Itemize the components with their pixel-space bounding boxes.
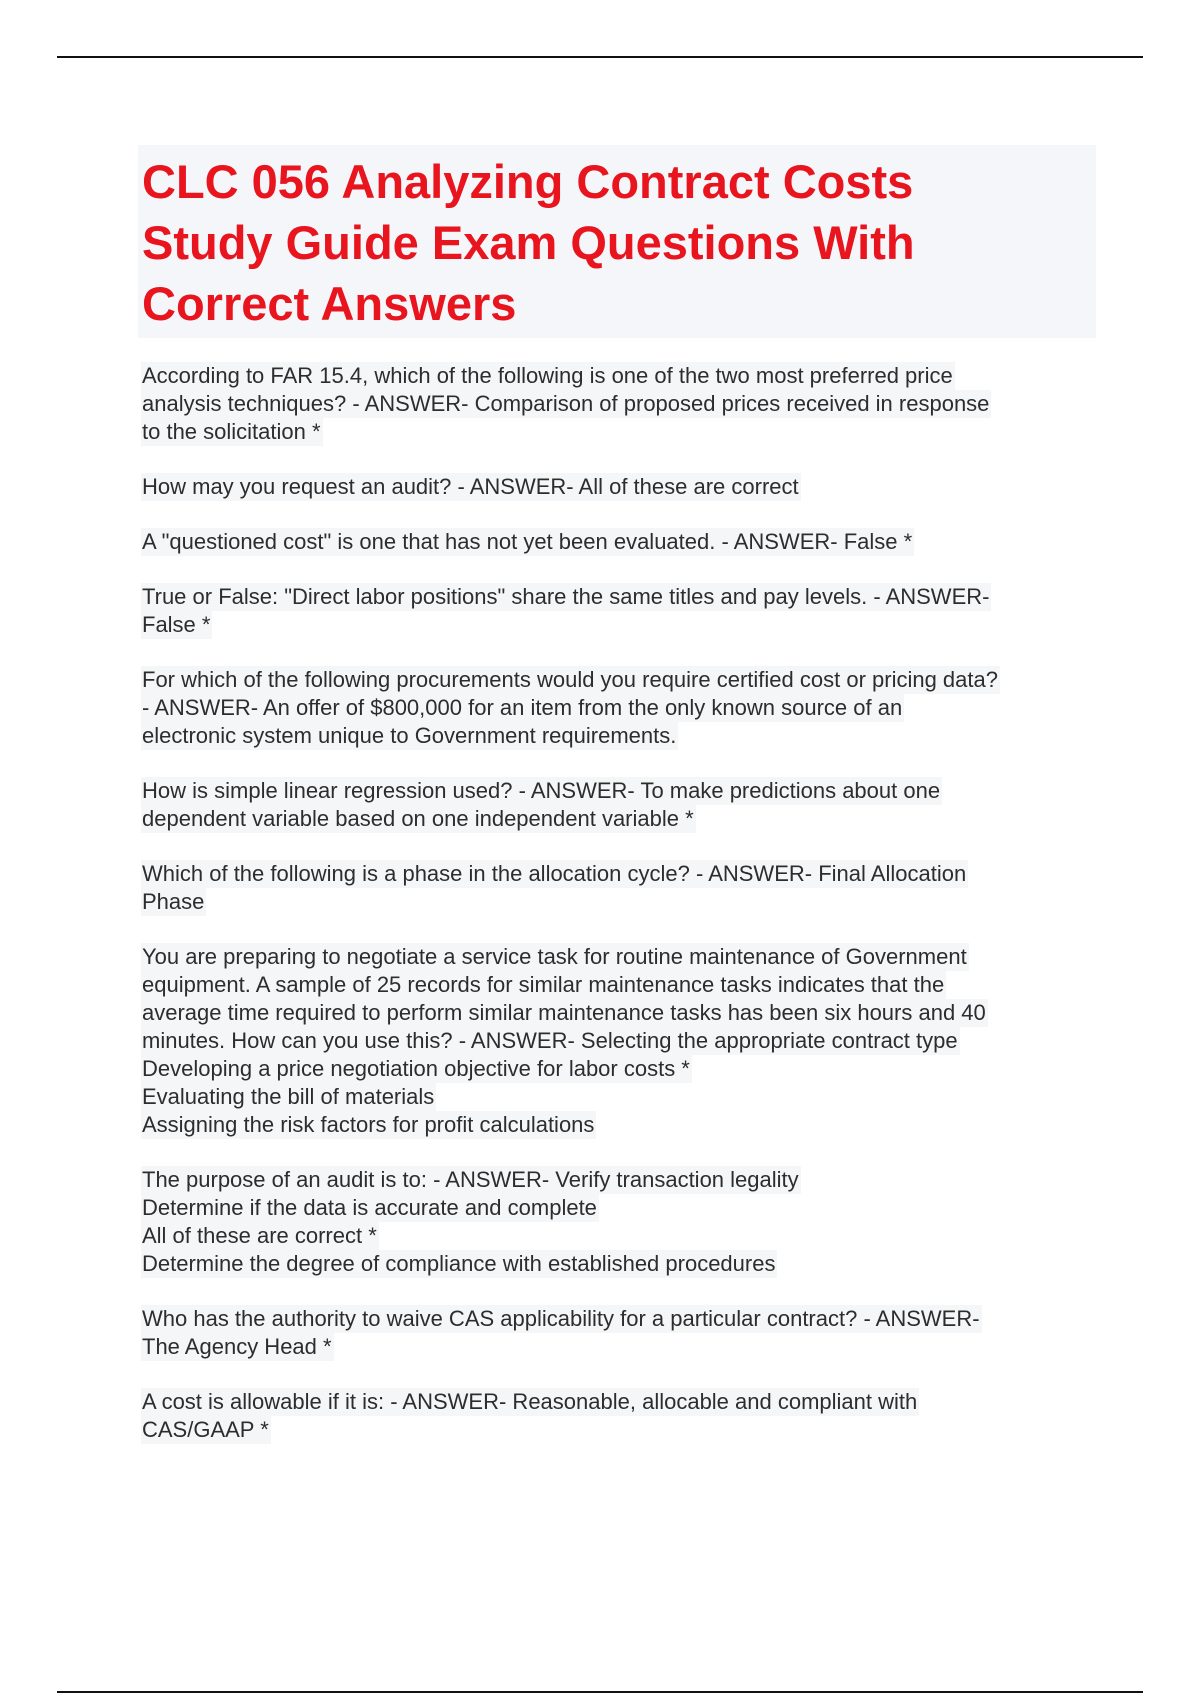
qa-line: Determine the degree of compliance with established procedures [142,1251,776,1276]
qa-line: False * [142,612,211,637]
qa-line: - ANSWER- An offer of $800,000 for an item from the only known source of an [142,695,903,720]
qa-line: average time required to perform similar maintenance tasks has been six hours and 40 [142,1000,986,1025]
qa-item [142,1305,1092,1361]
qa-line: According to FAR 15.4, which of the following is one of the two most preferred price [142,363,953,388]
title-line: CLC 056 Analyzing Contract Costs [142,155,914,208]
title-line: Correct Answers [142,277,517,330]
qa-item [142,1166,1092,1278]
qa-line: Determine if the data is accurate and complete [142,1195,597,1220]
qa-item [142,666,1092,750]
document-title [138,145,1096,338]
qa-list [142,362,1092,1444]
qa-line: For which of the following procurements would you require certified cost or pricing data? [142,667,998,692]
qa-line: to the solicitation * [142,419,321,444]
qa-line: The purpose of an audit is to: - ANSWER- Verify transaction legality [142,1167,799,1192]
qa-line: The Agency Head * [142,1334,332,1359]
qa-line: analysis techniques? - ANSWER- Comparison of proposed prices received in response [142,391,990,416]
qa-line: minutes. How can you use this? - ANSWER- Selecting the appropriate contract type [142,1028,958,1053]
qa-line: A "questioned cost" is one that has not yet been evaluated. - ANSWER- False * [142,529,913,554]
qa-line: dependent variable based on one independent variable * [142,806,694,831]
qa-item [142,528,1092,556]
qa-item [142,860,1092,916]
qa-item [142,473,1092,501]
qa-line: Developing a price negotiation objective for labor costs * [142,1056,690,1081]
qa-item [142,362,1092,446]
qa-line: True or False: "Direct labor positions" share the same titles and pay levels. - ANSWER- [142,584,990,609]
qa-line: Assigning the risk factors for profit calculations [142,1112,595,1137]
qa-line: How is simple linear regression used? - ANSWER- To make predictions about one [142,778,941,803]
bottom-rule [57,1691,1143,1693]
qa-line: equipment. A sample of 25 records for similar maintenance tasks indicates that the [142,972,945,997]
qa-item [142,943,1092,1139]
document-body [142,145,1092,1471]
top-rule [57,56,1143,58]
qa-line: Evaluating the bill of materials [142,1084,435,1109]
qa-line: Who has the authority to waive CAS applicability for a particular contract? - ANSWER- [142,1306,980,1331]
qa-line: All of these are correct * [142,1223,377,1248]
qa-line: How may you request an audit? - ANSWER- All of these are correct [142,474,799,499]
qa-line: A cost is allowable if it is: - ANSWER- Reasonable, allocable and compliant with [142,1389,918,1414]
qa-line: CAS/GAAP * [142,1417,269,1442]
qa-item [142,777,1092,833]
qa-line: You are preparing to negotiate a service task for routine maintenance of Government [142,944,967,969]
qa-item [142,583,1092,639]
qa-line: Phase [142,889,205,914]
qa-line: Which of the following is a phase in the allocation cycle? - ANSWER- Final Allocation [142,861,967,886]
qa-item [142,1388,1092,1444]
qa-line: electronic system unique to Government requirements. [142,723,677,748]
title-line: Study Guide Exam Questions With [142,216,915,269]
